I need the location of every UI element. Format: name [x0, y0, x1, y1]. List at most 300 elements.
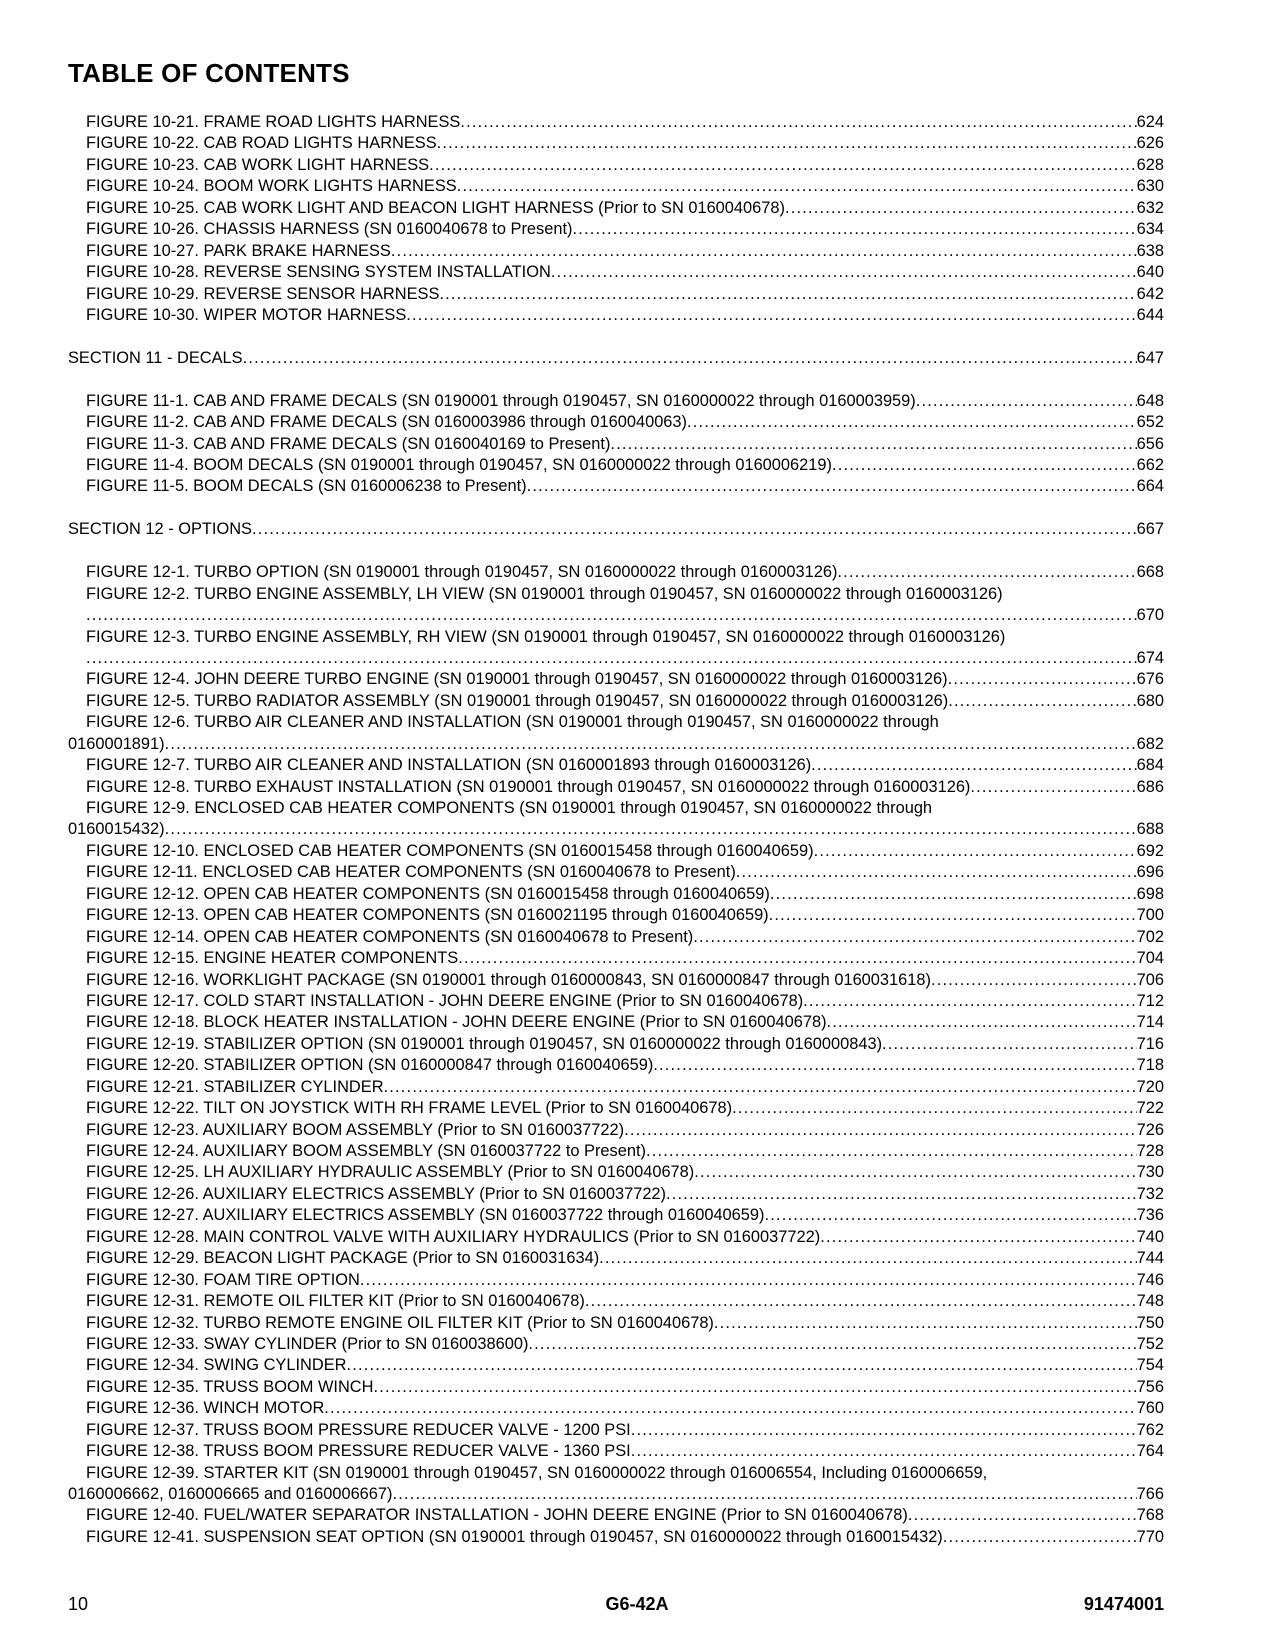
toc-entry-title: FIGURE 12-30. FOAM TIRE OPTION [86, 1270, 360, 1289]
toc-entry-title: FIGURE 12-25. LH AUXILIARY HYDRAULIC ASSEMBLY (Prior to SN 0160040678) [86, 1163, 695, 1182]
toc-page-number: 626 [1136, 134, 1164, 153]
dot-leader [803, 991, 1136, 1012]
toc-entry-line [86, 1270, 1164, 1291]
toc-page-number: 670 [1136, 606, 1164, 625]
toc-entry-title: FIGURE 10-21. FRAME ROAD LIGHTS HARNESS [86, 113, 461, 131]
toc-figure-entry[interactable] [0, 176, 1275, 197]
dot-leader [693, 927, 1136, 948]
toc-page-number: 706 [1136, 970, 1164, 989]
toc-entry-line [86, 1248, 1164, 1269]
toc-figure-entry[interactable] [0, 1034, 1275, 1055]
toc-page-number: 746 [1136, 1270, 1164, 1289]
toc-figure-entry[interactable] [0, 305, 1275, 326]
dot-leader [346, 1355, 1136, 1376]
toc-page-number: 728 [1136, 1142, 1164, 1160]
dot-leader [86, 648, 1137, 669]
toc-figure-entry[interactable] [0, 691, 1275, 712]
toc-figure-entry[interactable] [0, 948, 1275, 969]
toc-figure-entry[interactable] [0, 991, 1275, 1012]
toc-figure-entry[interactable] [0, 1270, 1275, 1291]
dot-leader [764, 1205, 1136, 1226]
dot-leader [458, 948, 1136, 969]
toc-entry-title: FIGURE 12-4. JOHN DEERE TURBO ENGINE (SN 0190001 through 0190457, SN 0160000022 through 0160003126) [86, 670, 948, 689]
toc-entry-line [86, 562, 1164, 583]
dot-leader [599, 1248, 1136, 1269]
toc-page-number: 750 [1136, 1313, 1164, 1332]
toc-entry-title: FIGURE 12-6. TURBO AIR CLEANER AND INSTALLATION (SN 0190001 through 0190457, SN 0160000022 through [86, 713, 939, 732]
toc-figure-entry[interactable] [0, 970, 1275, 991]
toc-entry-title: FIGURE 12-39. STARTER KIT (SN 0190001 through 0190457, SN 0160000022 through 016006554, Including 0160006659, [86, 1463, 988, 1482]
toc-page-number: 740 [1136, 1227, 1164, 1246]
toc-page-number: 730 [1136, 1163, 1164, 1182]
toc-figure-entry[interactable] [0, 455, 1275, 476]
toc-entry-title: FIGURE 12-41. SUSPENSION SEAT OPTION (SN 0190001 through 0190457, SN 0160000022 through 0160015432) [86, 1527, 943, 1546]
dot-leader [528, 1334, 1136, 1355]
toc-figure-entry[interactable] [0, 1227, 1275, 1248]
dot-leader [624, 1120, 1137, 1141]
toc-figure-entry[interactable] [0, 712, 1275, 733]
toc-page-number: 754 [1136, 1356, 1164, 1375]
dot-leader [916, 391, 1137, 412]
toc-entry-line [86, 1334, 1164, 1355]
toc-figure-entry[interactable] [0, 1184, 1275, 1205]
toc-entry-title: FIGURE 12-14. OPEN CAB HEATER COMPONENTS (SN 0160040678 to Present) [86, 927, 694, 946]
toc-figure-entry[interactable] [0, 605, 1275, 626]
toc-entry-title: FIGURE 10-25. CAB WORK LIGHT AND BEACON LIGHT HARNESS (Prior to SN 0160040678) [86, 198, 785, 217]
toc-entry-line [68, 1484, 1164, 1505]
toc-list [0, 112, 1275, 1548]
toc-figure-entry[interactable] [0, 262, 1275, 283]
dot-leader [373, 1377, 1136, 1398]
toc-page-number: 762 [1136, 1420, 1164, 1439]
toc-entry-title: FIGURE 12-36. WINCH MOTOR [86, 1399, 325, 1418]
toc-entry-line [86, 1377, 1164, 1398]
dot-leader [631, 1441, 1137, 1462]
dot-leader [437, 133, 1137, 154]
toc-entry-line [86, 1420, 1164, 1441]
toc-page-number: 664 [1136, 477, 1164, 496]
dot-leader [943, 1527, 1137, 1548]
toc-page-number: 692 [1136, 841, 1164, 860]
toc-entry-title: FIGURE 12-1. TURBO OPTION (SN 0190001 through 0190457, SN 0160000022 through 0160003126) [86, 563, 838, 582]
toc-page-number: 720 [1136, 1077, 1164, 1096]
toc-entry-line [86, 455, 1164, 476]
toc-entry-title: FIGURE 12-23. AUXILIARY BOOM ASSEMBLY (Prior to SN 0160037722) [86, 1120, 625, 1139]
toc-entry-title: FIGURE 10-29. REVERSE SENSOR HARNESS [86, 284, 440, 303]
toc-figure-entry[interactable] [0, 476, 1275, 497]
dot-leader [527, 476, 1137, 497]
toc-entry-title: FIGURE 12-27. AUXILIARY ELECTRICS ASSEMBLY (SN 0160037722 through 0160040659) [86, 1206, 765, 1225]
toc-entry-line [86, 262, 1164, 283]
toc-figure-entry[interactable] [0, 1505, 1275, 1526]
toc-figure-entry[interactable] [0, 755, 1275, 776]
toc-entry-title: FIGURE 10-26. CHASSIS HARNESS (SN 0160040678 to Present) [86, 220, 573, 239]
toc-figure-entry[interactable] [0, 412, 1275, 433]
toc-figure-entry[interactable] [0, 1055, 1275, 1076]
footer-model: G6-42A [605, 1594, 669, 1614]
toc-entry-line [86, 605, 1164, 626]
dot-leader [694, 1162, 1136, 1183]
toc-entry-line [86, 1441, 1164, 1462]
dot-leader [832, 455, 1137, 476]
dot-leader [646, 1141, 1137, 1162]
toc-entry-title: FIGURE 12-8. TURBO EXHAUST INSTALLATION (SN 0190001 through 0190457, SN 0160000022 through 0160003126) [86, 777, 971, 796]
toc-entry-line [86, 1463, 1164, 1484]
toc-figure-entry[interactable] [0, 1355, 1275, 1376]
toc-page-number: 638 [1136, 241, 1164, 260]
toc-entry-line [68, 734, 1164, 755]
toc-entry-title: SECTION 11 - DECALS [68, 348, 243, 367]
toc-entry-title: FIGURE 12-16. WORKLIGHT PACKAGE (SN 0190001 through 0160000843, SN 0160000847 through 0160031618) [86, 970, 931, 989]
page-title: TABLE OF CONTENTS [68, 58, 350, 88]
dot-leader [908, 1505, 1137, 1526]
toc-figure-entry[interactable] [0, 241, 1275, 262]
toc-entry-title: FIGURE 11-1. CAB AND FRAME DECALS (SN 0190001 through 0190457, SN 0160000022 through 0160003959) [86, 391, 916, 410]
toc-figure-entry[interactable] [0, 219, 1275, 240]
toc-figure-entry[interactable] [0, 112, 1275, 133]
toc-entry-line [86, 1205, 1164, 1226]
toc-entry-line [86, 755, 1164, 776]
toc-figure-entry[interactable] [0, 1141, 1275, 1162]
toc-figure-entry[interactable] [0, 1484, 1275, 1505]
toc-entry-title: FIGURE 12-20. STABILIZER OPTION (SN 0160000847 through 0160040659) [86, 1056, 654, 1075]
dot-leader [460, 112, 1136, 133]
toc-page-number: 696 [1136, 863, 1164, 882]
toc-entry-line [86, 884, 1164, 905]
toc-entry-line [86, 284, 1164, 305]
dot-leader [86, 605, 1137, 626]
toc-entry-line [86, 1227, 1164, 1248]
dot-leader [393, 1484, 1137, 1505]
toc-page-number: 688 [1136, 820, 1164, 839]
toc-page-number: 752 [1136, 1334, 1164, 1353]
toc-entry-line [86, 1184, 1164, 1205]
toc-entry-title: FIGURE 11-2. CAB AND FRAME DECALS (SN 0160003986 through 0160040063) [86, 413, 687, 432]
dot-leader [714, 1313, 1137, 1334]
toc-figure-entry[interactable] [0, 734, 1275, 755]
toc-page-number: 760 [1136, 1399, 1164, 1418]
toc-page-number: 667 [1136, 520, 1164, 539]
toc-figure-entry[interactable] [0, 777, 1275, 798]
dot-leader [931, 970, 1137, 991]
toc-entry-line [86, 391, 1164, 412]
toc-figure-entry[interactable] [0, 1377, 1275, 1398]
toc-entry-title: FIGURE 12-31. REMOTE OIL FILTER KIT (Prior to SN 0160040678) [86, 1292, 585, 1311]
toc-page-number: 634 [1136, 220, 1164, 239]
dot-leader [653, 1055, 1136, 1076]
toc-figure-entry[interactable] [0, 819, 1275, 840]
dot-leader [406, 305, 1136, 326]
toc-entry-title: FIGURE 12-12. OPEN CAB HEATER COMPONENTS (SN 0160015458 through 0160040659) [86, 884, 770, 903]
toc-entry-title: FIGURE 12-15. ENGINE HEATER COMPONENTS [86, 949, 459, 968]
toc-figure-entry[interactable] [0, 1334, 1275, 1355]
toc-figure-entry[interactable] [0, 1248, 1275, 1269]
toc-entry-line [86, 133, 1164, 154]
toc-entry-title: FIGURE 12-11. ENCLOSED CAB HEATER COMPONENTS (SN 0160040678 to Present) [86, 863, 736, 882]
toc-entry-line [86, 1313, 1164, 1334]
toc-entry-line [86, 412, 1164, 433]
toc-entry-title: FIGURE 12-19. STABILIZER OPTION (SN 0190001 through 0190457, SN 0160000022 through 0160000843) [86, 1034, 883, 1053]
toc-entry-title: FIGURE 12-18. BLOCK HEATER INSTALLATION - JOHN DEERE ENGINE (Prior to SN 0160040678) [86, 1013, 827, 1032]
toc-entry-title: SECTION 12 - OPTIONS [68, 520, 252, 539]
toc-figure-entry[interactable] [0, 927, 1275, 948]
dot-leader [948, 691, 1136, 712]
toc-entry-line [86, 219, 1164, 240]
toc-entry-title: FIGURE 12-22. TILT ON JOYSTICK WITH RH FRAME LEVEL (Prior to SN 0160040678) [86, 1099, 733, 1118]
toc-figure-entry[interactable] [0, 155, 1275, 176]
dot-leader [165, 734, 1137, 755]
toc-figure-entry[interactable] [0, 584, 1275, 605]
dot-leader [384, 1077, 1137, 1098]
toc-entry-title: FIGURE 11-5. BOOM DECALS (SN 0160006238 to Present) [86, 477, 527, 496]
toc-section-entry[interactable] [0, 519, 1275, 540]
toc-page-number: 712 [1136, 991, 1164, 1010]
toc-entry-title: FIGURE 11-4. BOOM DECALS (SN 0190001 through 0190457, SN 0160000022 through 0160006219) [86, 456, 832, 474]
toc-entry-title: FIGURE 12-9. ENCLOSED CAB HEATER COMPONENTS (SN 0190001 through 0190457, SN 0160000022 through [86, 799, 933, 817]
toc-figure-entry[interactable] [0, 905, 1275, 926]
dot-leader [551, 262, 1137, 283]
toc-entry-line [86, 777, 1164, 798]
toc-figure-entry[interactable] [0, 669, 1275, 690]
toc-figure-entry[interactable] [0, 1463, 1275, 1484]
toc-figure-entry[interactable] [0, 841, 1275, 862]
dot-leader [687, 412, 1137, 433]
toc-entry-line [86, 198, 1164, 219]
dot-leader [324, 1398, 1136, 1419]
toc-entry-line [86, 434, 1164, 455]
toc-entry-title: FIGURE 12-17. COLD START INSTALLATION - JOHN DEERE ENGINE (Prior to SN 0160040678) [86, 991, 804, 1010]
toc-entry-line [86, 841, 1164, 862]
dot-leader [439, 284, 1136, 305]
dot-leader [391, 241, 1137, 262]
toc-figure-entry[interactable] [0, 391, 1275, 412]
toc-entry-line [86, 1355, 1164, 1376]
toc-page-number: 714 [1136, 1013, 1164, 1032]
dot-leader [970, 777, 1136, 798]
toc-page-number: 630 [1136, 177, 1164, 196]
toc-entry-title: FIGURE 12-33. SWAY CYLINDER (Prior to SN 0160038600) [86, 1334, 529, 1353]
toc-figure-entry[interactable] [0, 1313, 1275, 1334]
dot-leader [827, 1012, 1137, 1033]
toc-figure-entry[interactable] [0, 1012, 1275, 1033]
toc-entry-title: 0160015432) [68, 820, 165, 839]
toc-entry-title: FIGURE 12-3. TURBO ENGINE ASSEMBLY, RH VIEW (SN 0190001 through 0190457, SN 0160000022 through 0160003126) [86, 627, 1006, 646]
dot-leader [631, 1420, 1137, 1441]
toc-entry-title: FIGURE 12-2. TURBO ENGINE ASSEMBLY, LH VIEW (SN 0190001 through 0190457, SN 0160000022 through 0160003126) [86, 584, 1003, 603]
toc-page-number: 662 [1136, 456, 1164, 474]
toc-page-number: 704 [1136, 949, 1164, 968]
toc-entry-title: FIGURE 10-27. PARK BRAKE HARNESS [86, 241, 391, 260]
toc-entry-line [86, 862, 1164, 883]
toc-entry-line [86, 1162, 1164, 1183]
toc-entry-line [86, 1098, 1164, 1119]
toc-page-number: 674 [1136, 648, 1164, 667]
toc-entry-line [86, 241, 1164, 262]
toc-entry-line [86, 627, 1164, 648]
dot-leader [770, 884, 1137, 905]
toc-page-number: 732 [1136, 1184, 1164, 1203]
toc-entry-line [86, 1505, 1164, 1526]
toc-page-number: 680 [1136, 691, 1164, 710]
toc-page-number: 770 [1136, 1527, 1164, 1546]
toc-figure-entry[interactable] [0, 1291, 1275, 1312]
dot-leader [585, 1291, 1137, 1312]
toc-entry-title: FIGURE 12-10. ENCLOSED CAB HEATER COMPONENTS (SN 0160015458 through 0160040659) [86, 841, 814, 860]
dot-leader [837, 562, 1136, 583]
toc-entry-line [86, 669, 1164, 690]
toc-entry-line [86, 1120, 1164, 1141]
toc-page-number: 648 [1136, 391, 1164, 410]
dot-leader [610, 434, 1136, 455]
toc-entry-line [86, 1141, 1164, 1162]
toc-entry-line [68, 348, 1164, 369]
toc-spacer [0, 541, 1275, 562]
toc-page-number: 656 [1136, 434, 1164, 453]
dot-leader [165, 819, 1137, 840]
toc-page-number: 628 [1136, 155, 1164, 174]
footer-doc-number: 91474001 [1083, 1594, 1164, 1614]
toc-entry-title: FIGURE 10-30. WIPER MOTOR HARNESS [86, 305, 407, 324]
toc-entry-title: FIGURE 12-24. AUXILIARY BOOM ASSEMBLY (SN 0160037722 to Present) [86, 1142, 646, 1160]
toc-entry-title: FIGURE 10-28. REVERSE SENSING SYSTEM INSTALLATION [86, 263, 551, 282]
toc-entry-line [86, 712, 1164, 733]
toc-entry-line [86, 948, 1164, 969]
toc-entry-title: FIGURE 10-24. BOOM WORK LIGHTS HARNESS [86, 177, 457, 196]
toc-page-number: 766 [1136, 1485, 1164, 1503]
toc-page-number: 624 [1136, 113, 1164, 131]
toc-entry-title: FIGURE 12-13. OPEN CAB HEATER COMPONENTS (SN 0160021195 through 0160040659) [86, 906, 769, 925]
toc-entry-title: FIGURE 12-28. MAIN CONTROL VALVE WITH AUXILIARY HYDRAULICS (Prior to SN 0160037722) [86, 1227, 821, 1246]
toc-entry-title: FIGURE 12-29. BEACON LIGHT PACKAGE (Prior to SN 0160031634) [86, 1249, 600, 1268]
toc-page-number: 718 [1136, 1056, 1164, 1075]
toc-figure-entry[interactable] [0, 884, 1275, 905]
toc-entry-title: 0160001891) [68, 734, 165, 753]
toc-figure-entry[interactable] [0, 1120, 1275, 1141]
toc-entry-title: FIGURE 12-35. TRUSS BOOM WINCH [86, 1377, 374, 1396]
toc-page-number: 640 [1136, 263, 1164, 282]
toc-page-number: 726 [1136, 1120, 1164, 1139]
dot-leader [429, 155, 1137, 176]
toc-entry-line [86, 1527, 1164, 1548]
toc-figure-entry[interactable] [0, 1162, 1275, 1183]
toc-page-number: 764 [1136, 1442, 1164, 1461]
toc-page-number: 652 [1136, 413, 1164, 432]
toc-entry-line [86, 798, 1164, 819]
dot-leader [769, 905, 1137, 926]
toc-page-number: 756 [1136, 1377, 1164, 1396]
toc-entry-title: FIGURE 12-38. TRUSS BOOM PRESSURE REDUCER VALVE - 1360 PSI [86, 1442, 631, 1461]
toc-entry-title: FIGURE 12-34. SWING CYLINDER [86, 1356, 347, 1375]
toc-page-number: 716 [1136, 1034, 1164, 1053]
toc-figure-entry[interactable] [0, 1098, 1275, 1119]
toc-figure-entry[interactable] [0, 562, 1275, 583]
dot-leader [948, 669, 1137, 690]
footer-page-number: 10 [68, 1594, 89, 1614]
toc-page-number: 700 [1136, 906, 1164, 925]
toc-entry-line [86, 1034, 1164, 1055]
toc-entry-line [68, 519, 1164, 540]
dot-leader [814, 841, 1137, 862]
toc-page-number: 748 [1136, 1292, 1164, 1311]
toc-page-number: 744 [1136, 1249, 1164, 1268]
toc-entry-title: FIGURE 11-3. CAB AND FRAME DECALS (SN 0160040169 to Present) [86, 434, 611, 453]
toc-entry-line [86, 584, 1164, 605]
dot-leader [457, 176, 1137, 197]
toc-entry-line [86, 155, 1164, 176]
toc-entry-line [86, 1291, 1164, 1312]
toc-figure-entry[interactable] [0, 1077, 1275, 1098]
toc-entry-title: FIGURE 10-22. CAB ROAD LIGHTS HARNESS [86, 134, 437, 153]
toc-page-number: 686 [1136, 777, 1164, 796]
toc-figure-entry[interactable] [0, 133, 1275, 154]
dot-leader [243, 348, 1137, 369]
toc-figure-entry[interactable] [0, 1205, 1275, 1226]
toc-entry-title: FIGURE 12-37. TRUSS BOOM PRESSURE REDUCER VALVE - 1200 PSI [86, 1420, 631, 1439]
toc-entry-line [86, 691, 1164, 712]
dot-leader [785, 198, 1137, 219]
toc-page-number: 682 [1136, 734, 1164, 753]
toc-entry-line [86, 305, 1164, 326]
toc-figure-entry[interactable] [0, 198, 1275, 219]
toc-entry-line [86, 1055, 1164, 1076]
toc-entry-title: FIGURE 12-32. TURBO REMOTE ENGINE OIL FILTER KIT (Prior to SN 0160040678) [86, 1313, 714, 1332]
toc-page-number: 642 [1136, 284, 1164, 303]
toc-spacer [0, 326, 1275, 347]
toc-figure-entry[interactable] [0, 1420, 1275, 1441]
dot-leader [882, 1034, 1137, 1055]
toc-page-number: 676 [1136, 670, 1164, 689]
toc-figure-entry[interactable] [0, 627, 1275, 648]
toc-entry-line [86, 927, 1164, 948]
toc-entry-title: 0160006662, 0160006665 and 0160006667) [68, 1485, 393, 1503]
toc-entry-line [86, 970, 1164, 991]
toc-spacer [0, 498, 1275, 519]
dot-leader [736, 862, 1137, 883]
toc-page-number: 702 [1136, 927, 1164, 946]
dot-leader [572, 219, 1136, 240]
toc-entry-title: FIGURE 12-40. FUEL/WATER SEPARATOR INSTALLATION - JOHN DEERE ENGINE (Prior to SN 0160040678) [86, 1506, 908, 1525]
toc-section-entry[interactable] [0, 348, 1275, 369]
toc-figure-entry[interactable] [0, 1527, 1275, 1548]
toc-figure-entry[interactable] [0, 284, 1275, 305]
toc-entry-line [86, 176, 1164, 197]
toc-entry-line [68, 819, 1164, 840]
dot-leader [811, 755, 1136, 776]
toc-page-number: 698 [1136, 884, 1164, 903]
toc-figure-entry[interactable] [0, 798, 1275, 819]
toc-entry-line [86, 991, 1164, 1012]
toc-page-number: 647 [1136, 348, 1164, 367]
toc-page-number: 668 [1136, 563, 1164, 582]
toc-entry-line [86, 1398, 1164, 1419]
dot-leader [252, 519, 1137, 540]
toc-figure-entry[interactable] [0, 1441, 1275, 1462]
dot-leader [360, 1270, 1137, 1291]
toc-figure-entry[interactable] [0, 648, 1275, 669]
dot-leader [820, 1227, 1136, 1248]
toc-page-number: 644 [1136, 305, 1164, 324]
dot-leader [666, 1184, 1137, 1205]
toc-entry-line [86, 1077, 1164, 1098]
toc-figure-entry[interactable] [0, 434, 1275, 455]
toc-page-number: 768 [1136, 1506, 1164, 1525]
toc-entry-title: FIGURE 12-21. STABILIZER CYLINDER [86, 1077, 384, 1096]
toc-figure-entry[interactable] [0, 1398, 1275, 1419]
toc-entry-title: FIGURE 10-23. CAB WORK LIGHT HARNESS [86, 155, 430, 174]
toc-entry-line [86, 112, 1164, 133]
toc-entry-line [86, 1012, 1164, 1033]
toc-figure-entry[interactable] [0, 862, 1275, 883]
